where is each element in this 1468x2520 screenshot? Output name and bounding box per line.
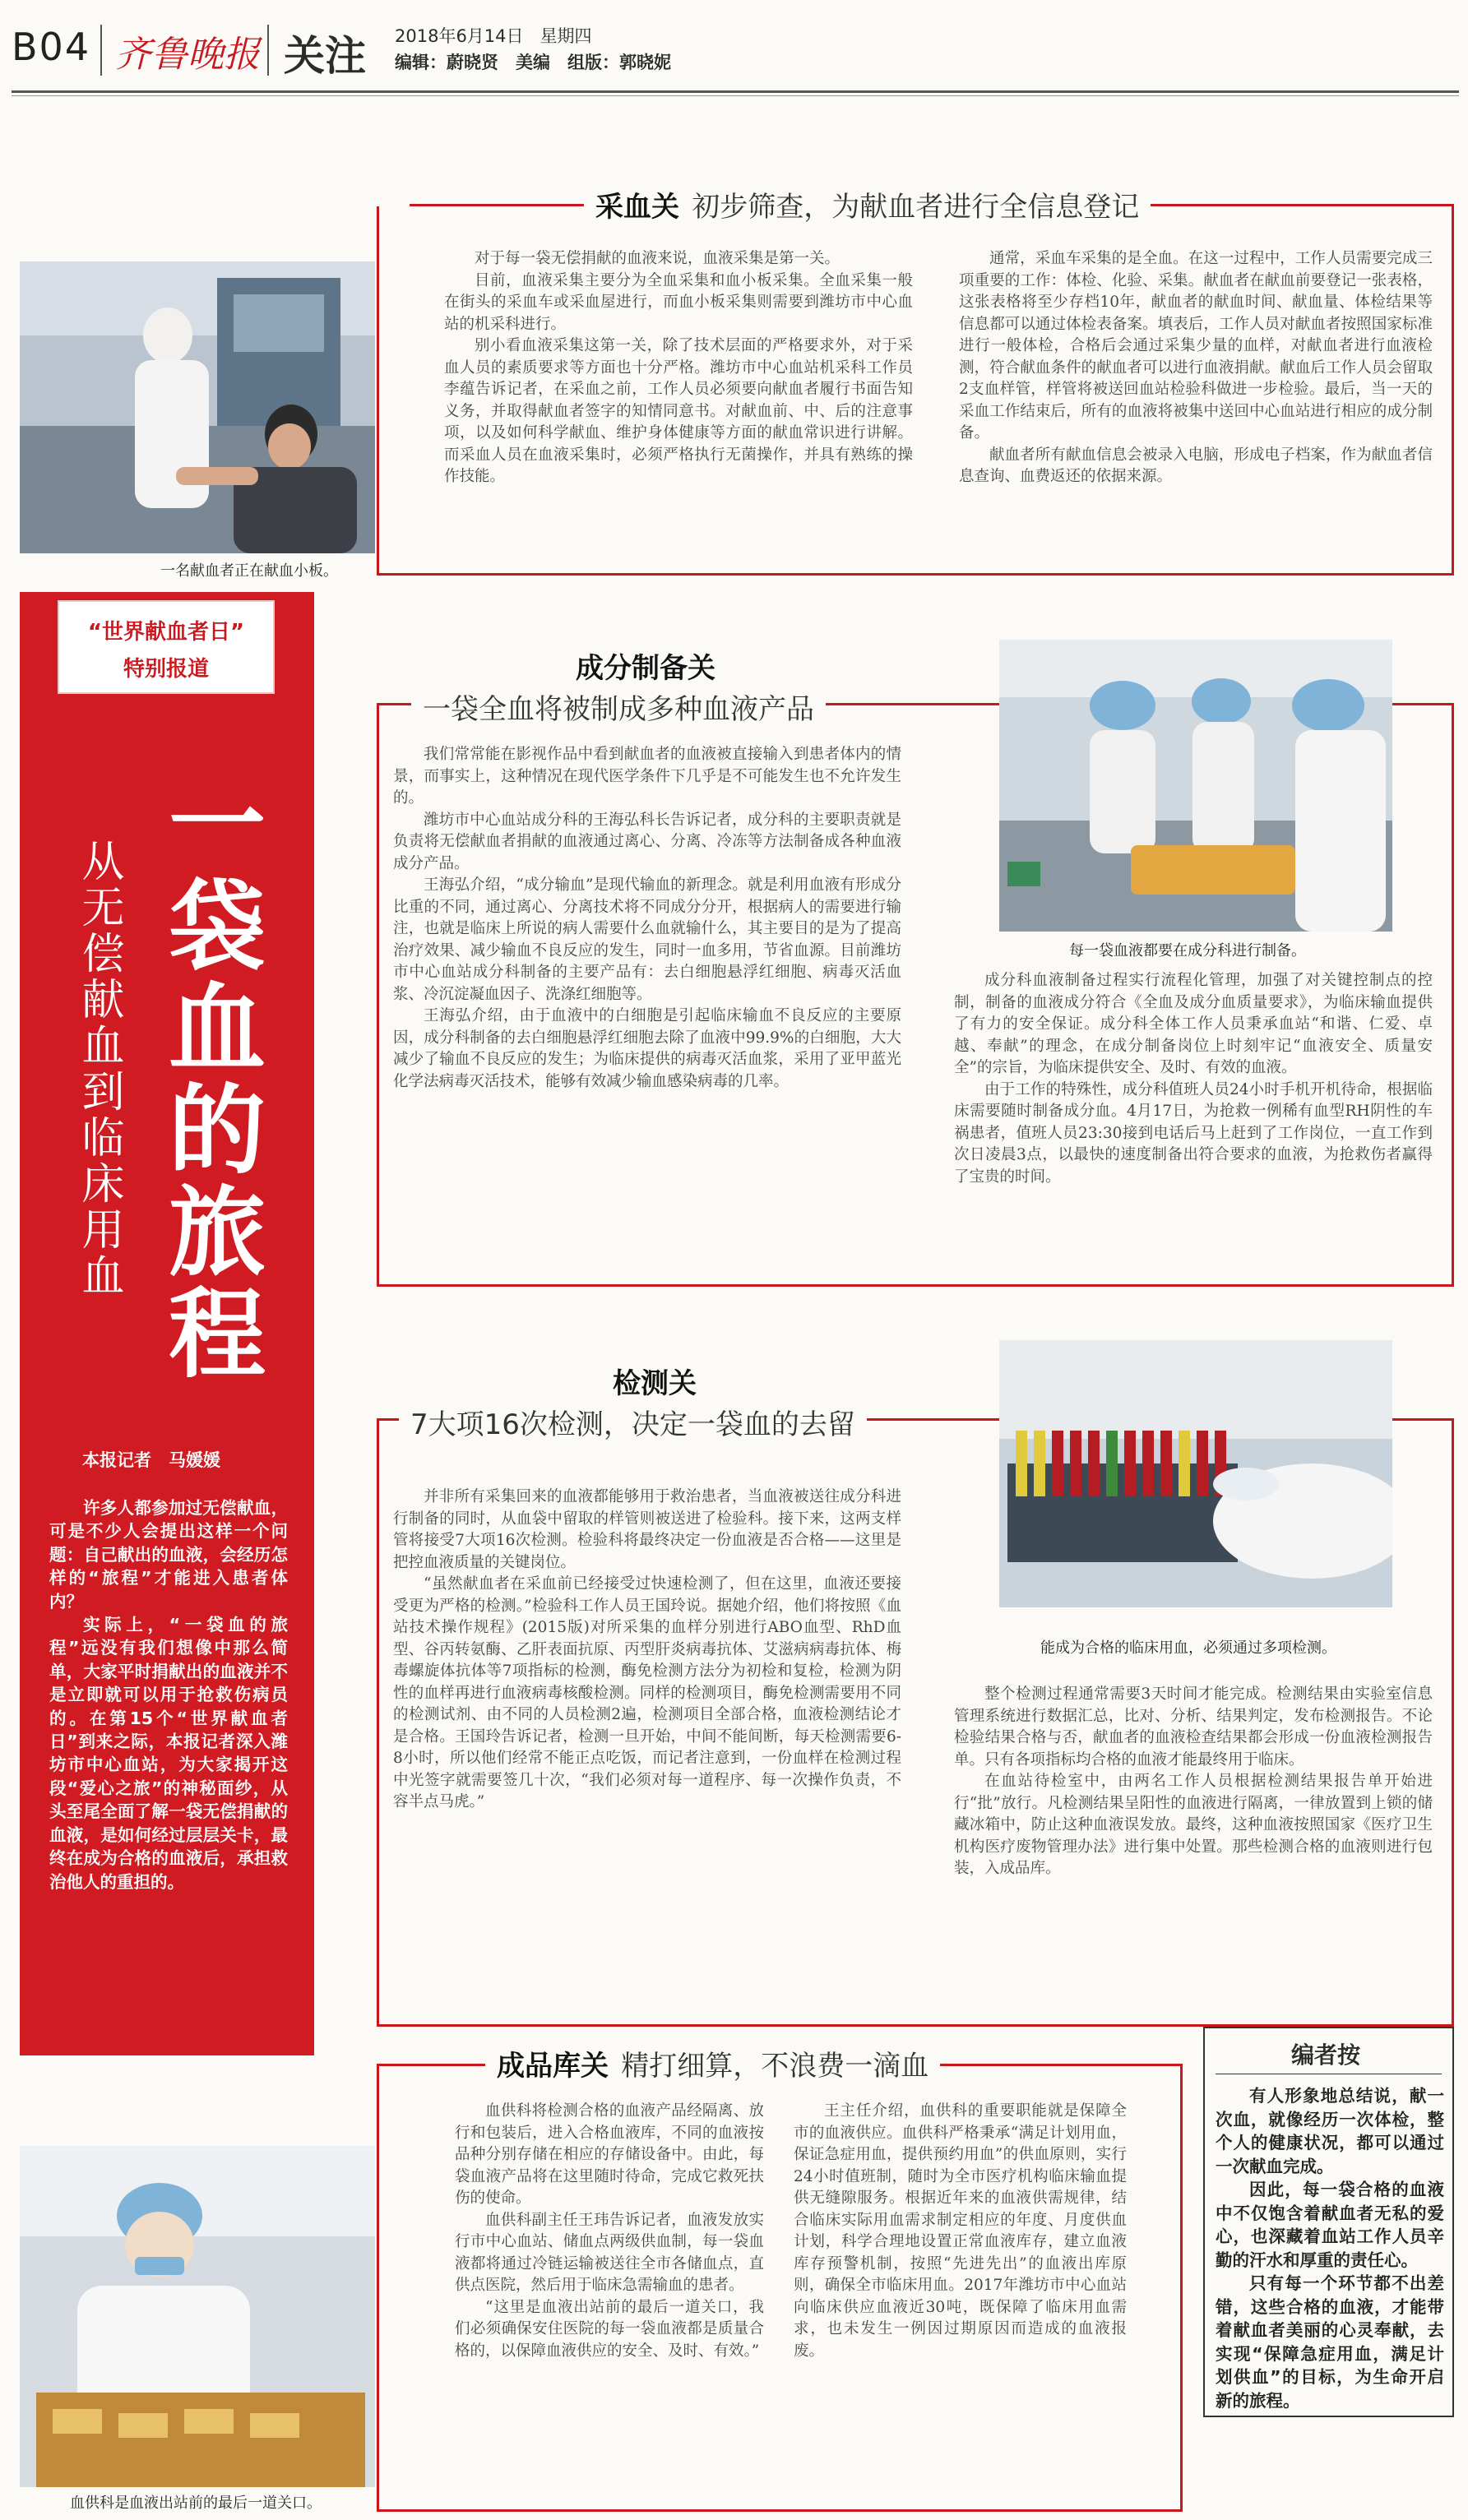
paragraph: 许多人都参加过无偿献血，可是不少人会提出这样一个问题：自己献出的血液，会经历怎样的“旅程”才能进入患者体内？ (49, 1498, 288, 1611)
paragraph: 有人形象地总结说，献一次血，就像经历一次体检，整个人的健康状况，都可以通过一次献血完成。 (1216, 2086, 1444, 2176)
photo-illustration (20, 261, 375, 553)
photo-caption: 血供科是血液出站前的最后一道关口。 (70, 2495, 322, 2512)
storage-left-column (455, 2101, 764, 2362)
storage-title: 成品库关 (497, 2050, 609, 2083)
header-divider (100, 25, 102, 76)
paragraph: 目前，血液采集主要分为全血采集和血小板采集。全血采集一般在街头的采血车或采血屋进行，而血小板采集则需要到潍坊市中心血站的机采科进行。 (444, 271, 913, 333)
photo-illustration (999, 1340, 1392, 1607)
testing-left-column (393, 1487, 901, 1814)
paragraph: 对于每一袋无偿捐献的血液来说，血液采集是第一关。 (475, 250, 841, 267)
paragraph: 因此，每一袋合格的血液中不仅饱含着献血者无私的爱心，也深藏着血站工作人员辛勤的汗水和厚重的责任心。 (1216, 2180, 1444, 2270)
paragraph: 在血站待检室中，由两名工作人员根据检测结果报告单开始进行“批”放行。凡检测结果呈阳性的血液进行隔离，一律放置到上锁的储藏冰箱中，防止这种血液误发放。最终，这种血液按照国家《医疗卫生机构医疗废物管理办法》进行集中处置。那些检测合格的血液则进行包装，入成品库。 (954, 1773, 1433, 1877)
component-left-column (393, 744, 901, 1093)
paragraph: 别小看血液采集这第一关，除了技术层面的严格要求外，对于采血人员的素质要求等方面也十分严格。潍坊市中心血站机采科工作员李蕴告诉记者，在采血之前，工作人员必须要向献血者履行书面告知义务，并取得献血者签字的知情同意书。对献血前、中、后的注意事项，以及如何科学献血、维护身体健康等方面的献血常识进行讲解。而采血人员在血液采集时，必须严格执行无菌操作，并具有熟练的操作技能。 (444, 337, 913, 485)
paragraph: 血供科将检测合格的血液产品经隔离、放行和包装后，进入合格血液库，不同的血液按品种分别存储在相应的存储设备中。由此，每袋血液产品将在这里随时待命，完成它救死扶伤的使命。 (455, 2102, 764, 2207)
page-number: B04 (12, 25, 91, 69)
paragraph: 我们常常能在影视作品中看到献血者的血液被直接输入到患者体内的情景，而事实上，这种情况在现代医学条件下几乎是不可能发生也不允许发生的。 (393, 746, 901, 807)
paragraph: “这里是血液出站前的最后一道关口，我们必须确保安住医院的每一袋血液都是质量合格的，以保障血液供应的安全、及时、有效。” (455, 2298, 764, 2360)
header-divider (267, 25, 269, 76)
weekday: 星期四 (540, 26, 592, 46)
editor-note-text (1216, 2084, 1444, 2412)
paragraph: 血供科副主任王玮告诉记者，血液发放实行市中心血站、储血点两级供血制，每一袋血液都将通过冷链运输被送往全市各储血点，直供点医院，然后用于临床急需输血的患者。 (455, 2211, 764, 2294)
paragraph: 王海弘介绍，由于血液中的白细胞是引起临床输血不良反应的主要原因，成分科制备的去白细胞悬浮红细胞去除了血液中99.9%的白细胞，大大减少了输血不良反应的发生；为临床提供的病毒灭活血浆，采用了亚甲蓝光化学法病毒灭活技术，能够有效减少输血感染病毒的几率。 (393, 1007, 901, 1090)
collection-right-column (959, 248, 1433, 488)
collection-heading (584, 184, 1151, 224)
header-rule (12, 90, 1459, 93)
paragraph: 王主任介绍，血供科的重要职能就是保障全市的血液供应。血供科严格秉承“满足计划用血，保证急症用血，提供预约用血”的供血原则，实行24小时值班制，随时为全市医疗机构临床输血提供无缝隙服务。根据近年来的血液供需规律，结合临床实际用血需求制定相应的年度、月度供血计划，科学合理地设置正常血液库存，建立血液库存预警机制，按照“先进先出”的血液出库原则，确保全市临床用血。2017年潍坊市中心血站向临床供应血液近30吨，既保障了临床用血需求，也未发生一例因过期原因而造成的血液报废。 (794, 2102, 1127, 2360)
photo-component-lab (999, 640, 1392, 932)
dateline (395, 23, 592, 48)
paragraph: 潍坊市中心血站成分科的王海弘科长告诉记者，成分科的主要职责就是负责将无偿献血者捐献的血液通过离心、分离、冷冻等方法制备成各种血液成分产品。 (393, 811, 901, 872)
paragraph: 由于工作的特殊性，成分科值班人员24小时手机开机待命，根据临床需要随时制备成分血。4月17日，为抢救一例稀有血型RH阴性的车祸患者，值班人员23:30接到电话后马上赶到了工作岗位，一直工作到次日凌晨3点，以最快的速度制备出符合要求的血液，为抢救伤者赢得了宝贵的时间。 (954, 1080, 1433, 1186)
photo-illustration (20, 2146, 375, 2487)
photo-illustration (999, 640, 1392, 932)
photo-blood-donation (20, 261, 375, 553)
paragraph: 整个检测过程通常需要3天时间才能完成。检测结果由实验室信息管理系统进行数据汇总，比对、分析、结果判定，发布检测报告。不论检验结果合格与否，献血者的血液检查结果都会形成一份血液检测报告单。只有各项指标均合格的血液才能最终用于临床。 (954, 1685, 1433, 1769)
paragraph: 王海弘介绍，“成分输血”是现代输血的新理念。就是利用血液有形成分比重的不同，通过离心、分离技术将不同成分分开，根据病人的需要进行输注，也就是临床上所说的病人需要什么血就输什么，其主要目的是为了提高治疗效果、减少输血不良反应的发生，同时一血多用，节省血源。目前潍坊市中心血站成分科制备的主要产品有：去白细胞悬浮红细胞、病毒灭活血浆、冷沉淀凝血因子、洗涤红细胞等。 (393, 876, 901, 1003)
editor-note-title: 编者按 (1291, 2041, 1361, 2069)
intro-text (49, 1496, 288, 1893)
paragraph: 通常，采血车采集的是全血。在这一过程中，工作人员需要完成三项重要的工作：体检、化验、采集。献血者在献血前要登记一张表格，这张表格将至少存档10年，献血者的献血时间、献血量、体检结果等信息都可以通过体检表备案。填表后，工作人员对献血者按照国家标准进行一般体检，合格后会通过采集少量的血样，对献血者进行血液检测，符合献血条件的献血者可以进行血液捐献。献血后工作人员会留取2支血样管，样管将被送回血站检验科做进一步检验。最后，当一天的采血工作结束后，所有的血液将被集中送回中心血站进行相应的成分制备。 (959, 250, 1433, 442)
component-subtitle: 一袋全血将被制成多种血液产品 (423, 693, 814, 726)
collection-subtitle: 初步筛查，为献血者进行全信息登记 (692, 191, 1140, 224)
paragraph: 献血者所有献血信息会被录入电脑，形成电子档案，作为献血者信息查询、血费返还的依据来源。 (959, 446, 1433, 485)
byline: 本报记者 马媛媛 (82, 1450, 220, 1470)
component-title: 成分制备关 (576, 652, 715, 685)
testing-title-wrap (613, 1361, 697, 1401)
tag-line-2: 特别报道 (123, 657, 209, 682)
photo-caption: 每一袋血液都要在成分科进行制备。 (1069, 942, 1306, 959)
testing-heading (399, 1402, 867, 1442)
paragraph: 成分科血液制备过程实行流程化管理，加强了对关键控制点的控制，制备的血液成分符合《全血及成分血质量要求》，为临床输血提供了有力的安全保证。成分科全体工作人员秉承血站“和谐、仁爱、卓越、奉献”的理念，在成分制备岗位上时刻牢记“血液安全、质量安全”的宗旨，为临床提供安全、及时、有效的血液。 (954, 972, 1433, 1076)
collection-left-column (444, 248, 913, 488)
paragraph: 只有每一个环节都不出差错，这些合格的血液，才能带着献血者美丽的心灵奉献，去实现“保障急症用血，满足计划供血”的目标，为生命开启新的旅程。 (1216, 2273, 1444, 2411)
header-rule-thin (12, 95, 1459, 96)
testing-right-column (954, 1684, 1433, 1880)
paper-logo: 齐鲁晚报 (115, 34, 260, 76)
date: 2018年6月14日 (395, 26, 524, 46)
testing-subtitle: 7大项16次检测，决定一袋血的去留 (410, 1408, 855, 1441)
special-report-tag (58, 600, 275, 694)
paragraph: “虽然献血者在采血前已经接受过快速检测了，但在这里，血液还要接受更为严格的检测。”检验科工作人员王国玲说。据她介绍，他们将按照《血站技术操作规程》(2015版)对所采集的血样分别进行ABO血型、RhD血型、谷丙转氨酶、乙肝表面抗原、丙型肝炎病毒抗体、艾滋病病毒抗体、梅毒螺旋体抗体等7项指标的检测，酶免检测方法分为初检和复检，检测为阴性的血样再进行血液病毒核酸检测。同样的检测项目，酶免检测需要用不同的检测试剂、由不同的人员检测2遍，检测项目全部合格，血液检测结论才是合格。王国玲告诉记者，检测一旦开始，中间不能间断，每天检测需要6-8小时，所以他们经常不能正点吃饭，而记者注意到，一份血样在检测过程中光签字就需要签几十次，“我们必须对每一道程序、每一次操作负责，不容半点马虎。” (393, 1575, 901, 1810)
sub-headline: 从无偿献血到临床用血 (74, 839, 123, 1299)
photo-caption: 一名献血者正在献血小板。 (160, 562, 338, 580)
storage-heading (485, 2043, 940, 2083)
storage-subtitle: 精打细算，不浪费一滴血 (621, 2050, 929, 2083)
edit-credits: 编辑：蔚晓贤 美编 组版：郭晓妮 (395, 53, 671, 72)
testing-title: 检测关 (613, 1367, 697, 1400)
component-title-wrap (576, 645, 715, 686)
photo-caption: 能成为合格的临床用血，必须通过多项检测。 (1040, 1639, 1336, 1657)
collection-title: 采血关 (595, 191, 679, 224)
section-title: 关注 (284, 32, 366, 80)
main-headline: 一袋血的旅程 (152, 773, 266, 1385)
paragraph: 实际上，“一袋血的旅程”远没有我们想像中那么简单，大家平时捐献出的血液并不是立即就可以用于抢救伤病员的。在第15个“世界献血者日”到来之际，本报记者深入潍坊市中心血站，为大家揭开这段“爱心之旅”的神秘面纱，从头至尾全面了解一袋无偿捐献的血液，是如何经过层层关卡，最终在成为合格的血液后，承担救治他人的重担的。 (49, 1615, 288, 1892)
component-right-column (954, 970, 1433, 1188)
photo-blood-supply (20, 2146, 375, 2487)
paragraph: 并非所有采集回来的血液都能够用于救治患者，当血液被送往成分科进行制备的同时，从血袋中留取的样管则被送进了检验科。接下来，这两支样管将接受7大项16次检测。检验科将最终决定一份血液是否合格——这里是把控血液质量的关键岗位。 (393, 1488, 901, 1571)
storage-right-column (794, 2101, 1127, 2362)
tag-line-1: “世界献血者日” (87, 620, 245, 645)
photo-testing-lab (999, 1340, 1392, 1607)
component-heading (411, 687, 826, 727)
